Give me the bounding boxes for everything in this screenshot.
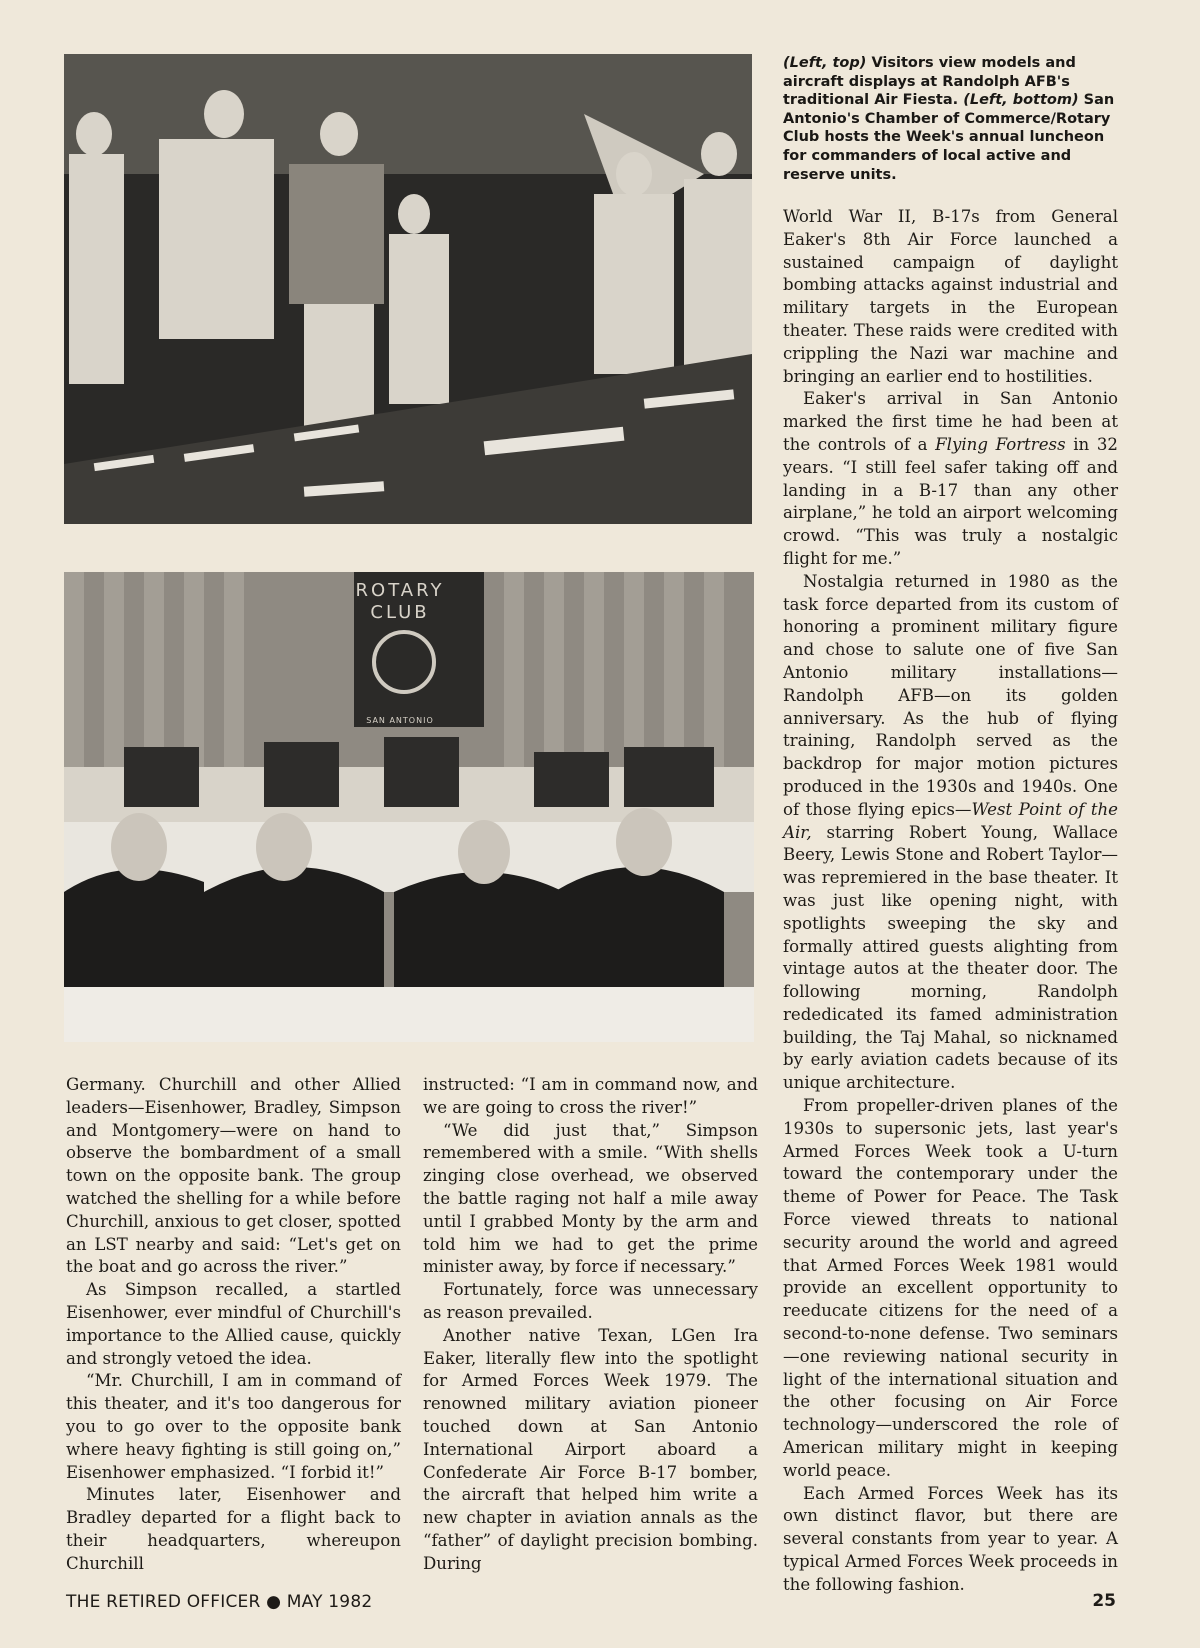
paragraph: As Simpson recalled, a startled Eisenhower, ever mindful of Churchill's importance to the Allied cause, quickly and strongly vetoed the idea. — [66, 1280, 401, 1368]
publication-footer: THE RETIRED OFFICER ● MAY 1982 — [66, 1592, 373, 1612]
banner-text — [342, 580, 458, 732]
italic-title: Flying Fortress — [935, 434, 1066, 454]
caption-label-bottom: (Left, bottom) — [963, 92, 1079, 109]
banner-line-1: ROTARY — [355, 580, 445, 601]
paragraph: Minutes later, Eisenhower and Bradley departed for a flight back to their headquarters, whereupon Churchill — [66, 1485, 401, 1573]
banner-line-2: CLUB — [370, 602, 430, 623]
paragraph: Germany. Churchill and other Allied leaders—Eisenhower, Bradley, Simpson and Montgomery—were on hand to observe the bombardment of a small town on the opposite bank. The group watched the shelling for a while before Churchill, anxious to get closer, spotted an LST nearby and said: “Let's get on the boat and go across the river.” — [66, 1075, 401, 1277]
article-column-left — [66, 1074, 401, 1576]
paragraph — [783, 388, 1118, 570]
caption-text-bottom: San Antonio's Chamber of Commerce/Rotary Club hosts the Week's annual luncheon for commanders of local active and reserve units. — [783, 92, 1115, 183]
paragraph-text: starring Robert Young, Wallace Beery, Lewis Stone and Robert Taylor—was repremiered in the base theater. It was just like opening night, with spotlights sweeping the sky and formally attired guests alighting from vintage autos at the theater door. The following morning, Randolph rededicated its famed administration building, the Taj Mahal, so nicknamed by early aviation cadets because of its unique architecture. — [783, 822, 1118, 1093]
banner-line-3: SAN ANTONIO — [366, 716, 434, 725]
paragraph: From propeller-driven planes of the 1930s to supersonic jets, last year's Armed Forces Week took a U-turn toward the contemporary under the theme of Power for Peace. The Task Force viewed threats to national security around the world and agreed that Armed Forces Week 1981 would provide an excellent opportunity to reeducate citizens for the need of a second-to-none defense. Two seminars—one reviewing national security in light of the international situation and the other focusing on Air Force technology—underscored the role of American military might in keeping world peace. — [783, 1096, 1118, 1480]
paragraph: “We did just that,” Simpson remembered with a smile. “With shells zinging close overhead, we observed the battle raging not half a mile away until I grabbed Monty by the arm and told him we had to get the prime minister away, by force if necessary.” — [423, 1120, 758, 1277]
paragraph: instructed: “I am in command now, and we are going to cross the river!” — [423, 1075, 758, 1117]
article-column-right — [783, 206, 1118, 1597]
paragraph: World War II, B-17s from General Eaker's 8th Air Force launched a sustained campaign of daylight bombing attacks against industrial and military targets in the European theater. These raids were credited with crippling the Nazi war machine and bringing an earlier end to hostilities. — [783, 207, 1118, 386]
caption-label-top: (Left, top) — [783, 55, 867, 71]
paragraph-text: Nostalgia returned in 1980 as the task force departed from its custom of honoring a prominent military figure and chose to salute one of five San Antonio military installations—Randolph AFB—on its golden anniversary. As the hub of flying training, Randolph served as the backdrop for major motion pictures produced in the 1930s and 1940s. One of those flying epics— — [783, 571, 1118, 819]
italic-title: West Point of the Air, — [783, 799, 1118, 842]
paragraph: Each Armed Forces Week has its own distinct flavor, but there are several constants from year to year. A typical Armed Forces Week proceeds in the following fashion. — [783, 1483, 1118, 1594]
paragraph-text: in 32 years. “I still feel safer taking off and landing in a B-17 than any other airplane,” he told an airport welcoming crowd. “This was truly a nostalgic flight for me.” — [783, 434, 1118, 568]
photo-rotary-luncheon — [64, 572, 754, 1042]
paragraph: Fortunately, force was unnecessary as reason prevailed. — [423, 1280, 758, 1322]
paragraph — [783, 571, 1118, 1095]
paragraph: “Mr. Churchill, I am in command of this theater, and it's too dangerous for you to go over to the opposite bank where heavy fighting is still going on,” Eisenhower emphasized. “I forbid it!” — [66, 1371, 401, 1482]
page-number: 25 — [1092, 1591, 1116, 1611]
air-fiesta-photo-icon — [64, 54, 752, 524]
caption-text-top: Visitors view models and aircraft displays at Randolph AFB's traditional Air Fiesta. — [783, 55, 1076, 109]
photo-caption — [783, 54, 1123, 184]
photo-air-fiesta — [64, 54, 752, 524]
paragraph: Another native Texan, LGen Ira Eaker, literally flew into the spotlight for Armed Forces Week 1979. The renowned military aviation pioneer touched down at San Antonio International Airport aboard a Confederate Air Force B-17 bomber, the aircraft that helped him write a new chapter in aviation annals as the “father” of daylight precision bombing. During — [423, 1325, 758, 1573]
paragraph-text: Eaker's arrival in San Antonio marked the first time he had been at the controls of a — [783, 389, 1118, 454]
article-column-middle — [423, 1074, 758, 1576]
